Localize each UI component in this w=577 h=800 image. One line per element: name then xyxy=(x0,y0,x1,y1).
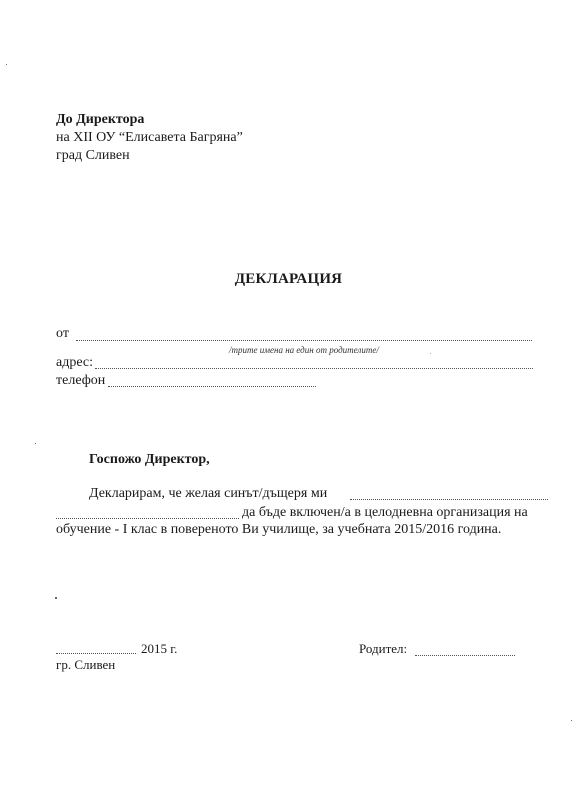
scan-speck xyxy=(571,720,572,721)
year-text: 2015 г. xyxy=(141,641,178,656)
body-line-2: да бъде включен/а в целодневна организация на xyxy=(242,505,528,520)
phone-line[interactable] xyxy=(108,386,316,387)
scan-speck xyxy=(6,64,7,65)
body-line-3: обучение - I клас в повереното Ви училище, за учебната 2015/2016 година. xyxy=(56,522,502,537)
salutation: Госпожо Директор, xyxy=(89,452,210,467)
city-text: гр. Сливен xyxy=(56,657,116,672)
from-label: от xyxy=(56,326,69,341)
scan-speck xyxy=(55,597,57,599)
parent-signature-line[interactable] xyxy=(415,655,515,656)
child-name-line[interactable] xyxy=(350,499,548,500)
document-title: ДЕКЛАРАЦИЯ xyxy=(234,271,343,287)
names-hint: /трите имена на един от родителите/ xyxy=(229,345,379,355)
scan-speck xyxy=(35,443,36,444)
parent-label: Родител: xyxy=(359,641,408,656)
phone-label: телефон xyxy=(56,373,106,388)
addressee-line-3: град Сливен xyxy=(56,148,130,163)
body-line-1: Декларирам, че желая синът/дъщеря ми xyxy=(89,486,328,501)
from-line[interactable] xyxy=(76,340,532,341)
addressee-line-1: До Директора xyxy=(56,112,145,127)
addressee-line-2: на XII ОУ “Елисавета Багряна” xyxy=(56,130,243,145)
scan-speck xyxy=(430,353,431,354)
address-line[interactable] xyxy=(95,368,533,369)
date-line[interactable] xyxy=(56,653,136,654)
address-label: адрес: xyxy=(56,355,94,370)
child-name-line-cont[interactable] xyxy=(56,518,239,519)
